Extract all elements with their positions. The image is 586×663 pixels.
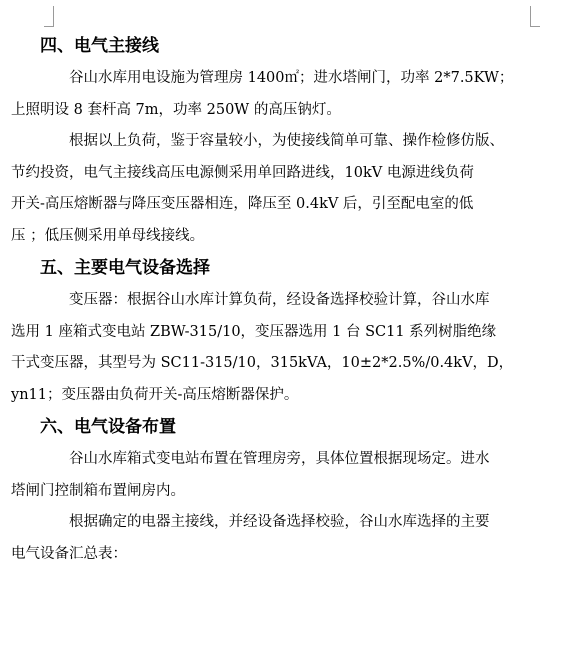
paragraph-line: 根据确定的电器主接线，并经设备选择校验，谷山水库选择的主要 [69,514,490,530]
paragraph-line: 塔闸门控制箱布置闸房内。 [11,482,185,499]
section-heading: 四、电气主接线 [40,36,159,56]
document-page [11,30,540,570]
page-corner-mark-left [44,6,54,27]
paragraph [11,63,540,126]
section-heading: 六、电气设备布置 [40,417,176,437]
paragraph [11,507,540,570]
paragraph-line: 干式变压器，其型号为 SC11-315/10，315kVA，10±2*2.5%/0.4kV，D， [11,355,514,371]
paragraph-line: 谷山水库箱式变电站布置在管理房旁，具体位置根据现场定。进水 [69,451,490,467]
paragraph-line: 选用 1 座箱式变电站 ZBW-315/10，变压器选用 1 台 SC11 系列树脂绝缘 [11,323,497,340]
paragraph-line: yn11；变压器由负荷开关-高压熔断器保护。 [11,386,299,403]
paragraph [11,126,540,252]
paragraph-line: 根据以上负荷，鉴于容量较小，为使接线简单可靠、操作检修仿版、 [69,133,504,149]
paragraph-line: 电气设备汇总表： [11,545,127,562]
section-heading: 五、主要电气设备选择 [40,258,210,278]
paragraph-line: 节约投资，电气主接线高压电源侧采用单回路进线，10kV 电源进线负荷 [11,164,474,181]
paragraph-line: 谷山水库用电设施为管理房 1400㎡；进水塔闸门，功率 2*7.5KW； [69,70,514,86]
paragraph-line: 上照明设 8 套杆高 7m，功率 250W 的高压钠灯。 [11,101,341,118]
paragraph [11,285,540,411]
page-corner-mark-right [530,6,540,27]
paragraph [11,444,540,507]
paragraph-line: 变压器：根据谷山水库计算负荷，经设备选择校验计算，谷山水库 [69,292,490,308]
paragraph-line: 开关-高压熔断器与降压变压器相连，降压至 0.4kV 后，引至配电室的低 [11,196,474,212]
paragraph-line: 压 ；低压侧采用单母线接线。 [11,227,205,244]
